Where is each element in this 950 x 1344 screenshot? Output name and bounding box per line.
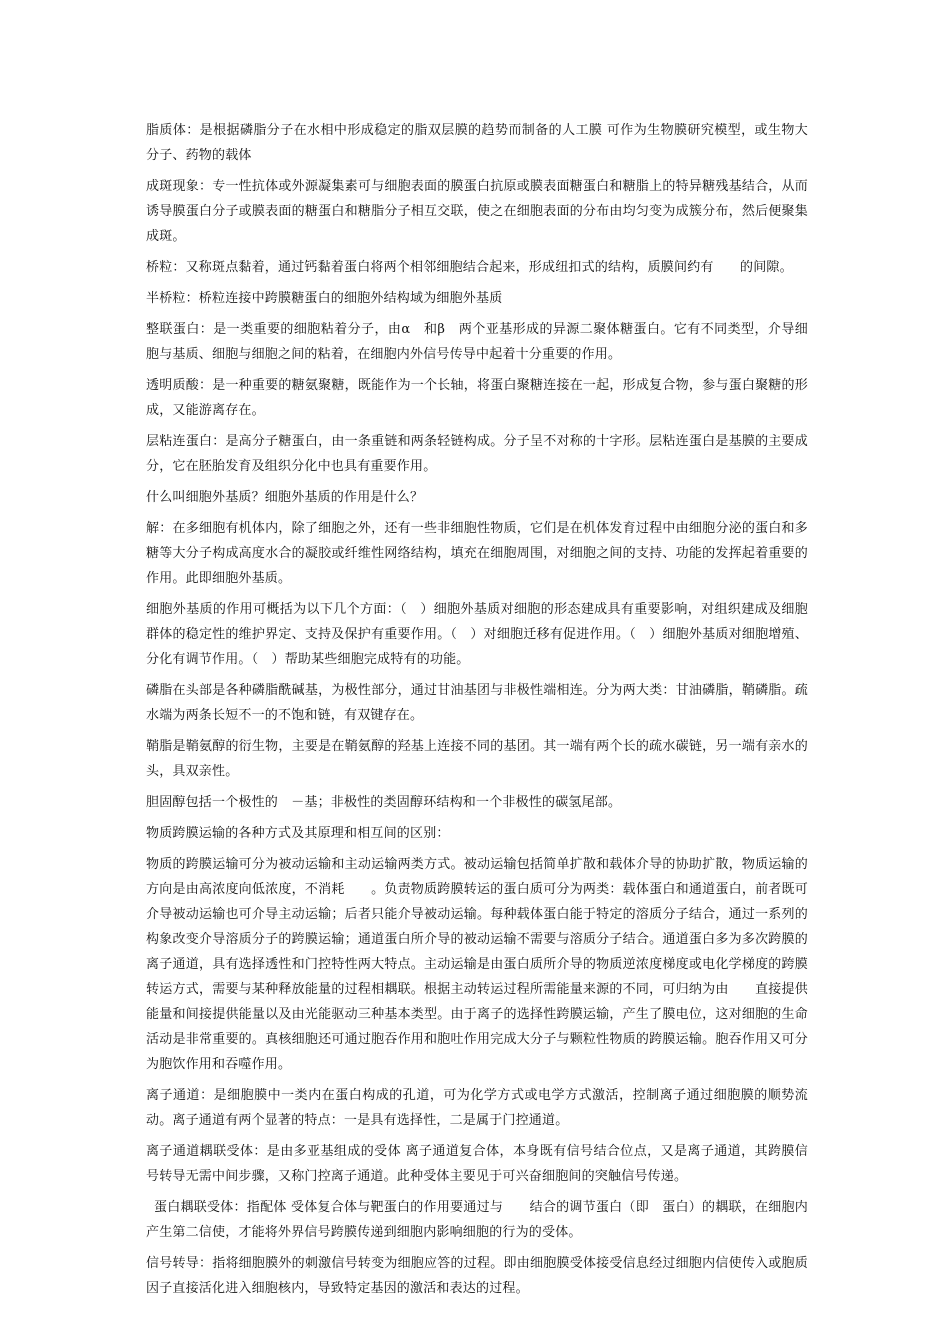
paragraph-transport-answer: 物质的跨膜运输可分为被动运输和主动运输两类方式。被动运输包括简单扩散和载体介导的协助扩散，物质运输的方向是由高浓度向低浓度，不消耗 。负责物质跨膜转运的蛋白质可分为两类：载体蛋白和通道蛋白，前者既可介导被动运输也可介导主动运输；后者只能介导被动运输。每种载体蛋白能于特定的溶质分子结合，通过一系列的构象改变介导溶质分子的跨膜运输；通道蛋白所介导的被动运输不需要与溶质分子结合。通道蛋白多为多次跨膜的离子通道，具有选择透性和门控特性两大特点。主动运输是由蛋白质所介导的物质逆浓度梯度或电化学梯度的跨膜转运方式，需要与某种释放能量的过程相耦联。根据主动转运过程所需能量来源的不同，可归纳为由 直接提供能量和间接提供能量以及由光能驱动三种基本类型。由于离子的选择性跨膜运输，产生了膜电位，这对细胞的生命活动是非常重要的。真核细胞还可通过胞吞作用和胞吐作用完成大分子与颗粒性物质的跨膜运输。胞吞作用又可分为胞饮作用和吞噬作用。 xyxy=(146,857,808,1072)
paragraph-capping: 成斑现象：专一性抗体或外源凝集素可与细胞表面的膜蛋白抗原或膜表面糖蛋白和糖脂上的特异糖残基结合，从而诱导膜蛋白分子或膜表面的糖蛋白和糖脂分子相互交联，使之在细胞表面的分布由均匀变为成簇分布，然后便聚集成斑。 xyxy=(146,179,808,244)
paragraph-integrin: 整联蛋白：是一类重要的细胞粘着分子，由α 和β 两个亚基形成的异源二聚体糖蛋白。它有不同类型，介导细胞与基质、细胞与细胞之间的粘着，在细胞内外信号传导中起着十分重要的作用。 xyxy=(146,322,808,362)
paragraph-hyaluronic-acid: 透明质酸：是一种重要的糖氨聚糖，既能作为一个长轴，将蛋白聚糖连接在一起，形成复合物，参与蛋白聚糖的形成，又能游离存在。 xyxy=(146,378,808,418)
paragraph-ecm-question: 什么叫细胞外基质？细胞外基质的作用是什么？ xyxy=(146,490,424,505)
paragraph-ecm-answer: 解：在多细胞有机体内，除了细胞之外，还有一些非细胞性物质，它们是在机体发育过程中由细胞分泌的蛋白和多糖等大分子构成高度水合的凝胶或纤维性网络结构，填充在细胞周围，对细胞之间的支持、功能的发挥起着重要的作用。此即细胞外基质。 xyxy=(146,521,808,586)
paragraph-phospholipid: 磷脂在头部是各种磷脂酰碱基，为极性部分，通过甘油基团与非极性端相连。分为两大类：甘油磷脂，鞘磷脂。疏水端为两条长短不一的不饱和链，有双键存在。 xyxy=(146,683,808,723)
paragraph-ion-channel: 离子通道：是细胞膜中一类内在蛋白构成的孔道，可为化学方式或电学方式激活，控制离子通过细胞膜的顺势流动。离子通道有两个显著的特点：一是具有选择性，二是属于门控通道。 xyxy=(146,1088,808,1128)
paragraph-transport-question: 物质跨膜运输的各种方式及其原理和相互间的区别： xyxy=(146,826,450,841)
paragraph-sphingolipid: 鞘脂是鞘氨醇的衍生物，主要是在鞘氨醇的羟基上连接不同的基团。其一端有两个长的疏水碳链，另一端有亲水的头，具双亲性。 xyxy=(146,739,808,779)
paragraph-laminin: 层粘连蛋白：是高分子糖蛋白，由一条重链和两条轻链构成。分子呈不对称的十字形。层粘连蛋白是基膜的主要成分，它在胚胎发育及组织分化中也具有重要作用。 xyxy=(146,434,808,474)
paragraph-ecm-functions: 细胞外基质的作用可概括为以下几个方面：（ ）细胞外基质对细胞的形态建成具有重要影响，对组织建成及细胞群体的稳定性的维护界定、支持及保护有重要作用。（ ）对细胞迁移有促进作用。（ ）细胞外基质对细胞增殖、分化有调节作用。（ ）帮助某些细胞完成特有的功能。 xyxy=(146,602,808,667)
paragraph-ion-channel-receptor: 离子通道耦联受体：是由多亚基组成的受体 离子通道复合体，本身既有信号结合位点，又是离子通道，其跨膜信号转导无需中间步骤，又称门控离子通道。此种受体主要见于可兴奋细胞间的突触信号传递。 xyxy=(146,1144,808,1184)
paragraph-liposome: 脂质体：是根据磷脂分子在水相中形成稳定的脂双层膜的趋势而制备的人工膜 可作为生物膜研究模型，或生物大分子、药物的载体 xyxy=(146,123,808,163)
paragraph-signal-transduction: 信号转导：指将细胞膜外的刺激信号转变为细胞应答的过程。即由细胞膜受体接受信息经过细胞内信使传入或胞质因子直接活化进入细胞核内，导致特定基因的激活和表达的过程。 xyxy=(146,1256,808,1296)
paragraph-hemidesmosome: 半桥粒：桥粒连接中跨膜糖蛋白的细胞外结构域为细胞外基质 xyxy=(146,291,503,306)
paragraph-protein-coupled-receptor: 蛋白耦联受体：指配体 受体复合体与靶蛋白的作用要通过与 结合的调节蛋白（即 蛋白）的耦联，在细胞内产生第二信使，才能将外界信号跨膜传递到细胞内影响细胞的行为的受体。 xyxy=(146,1200,808,1240)
paragraph-cholesterol: 胆固醇包括一个极性的 －基；非极性的类固醇环结构和一个非极性的碳氢尾部。 xyxy=(146,795,622,810)
document-body xyxy=(146,118,808,1307)
paragraph-desmosome: 桥粒：又称斑点黏着，通过钙黏着蛋白将两个相邻细胞结合起来，形成纽扣式的结构，质膜间约有 的间隙。 xyxy=(146,260,793,275)
